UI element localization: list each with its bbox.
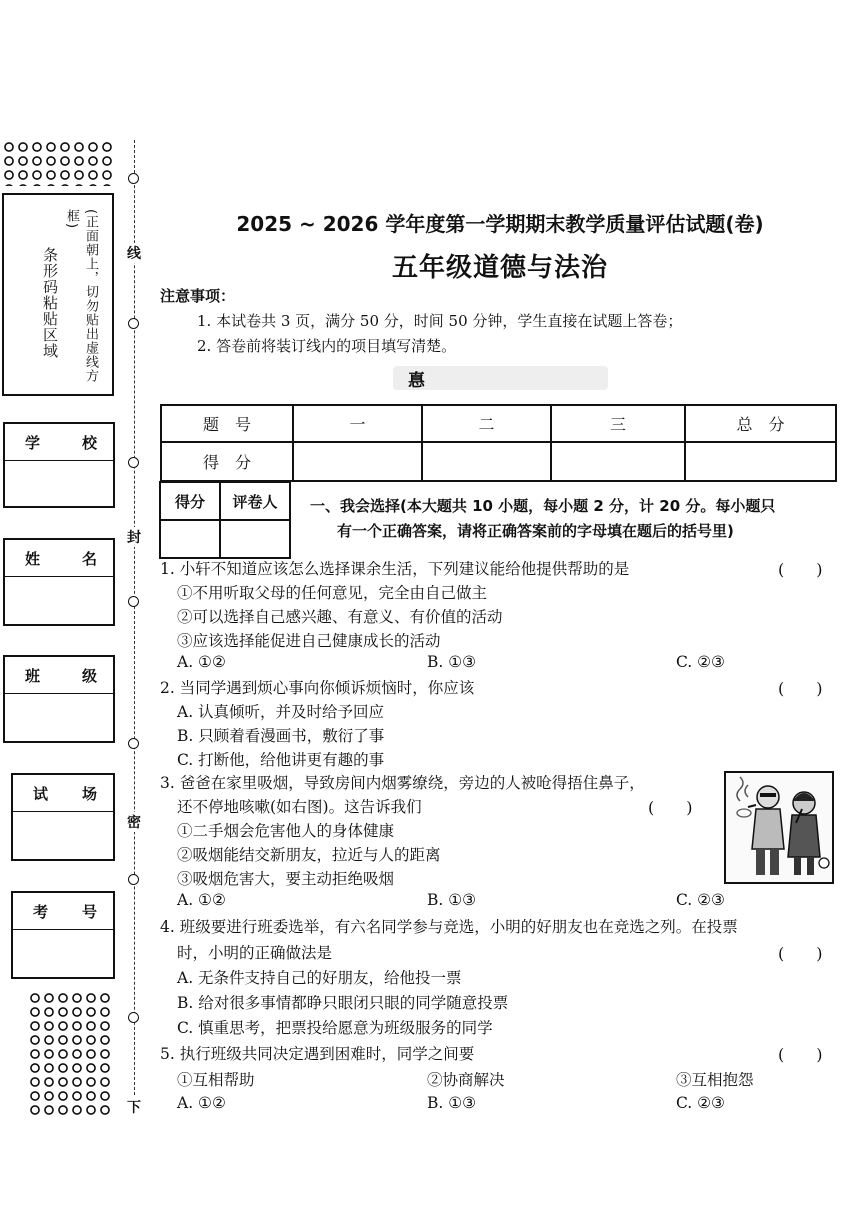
binding-char-xian: 线 xyxy=(125,243,143,263)
question-stem: 1. 小轩不知道应该怎么选择课余生活，下列建议能给他提供帮助的是 xyxy=(160,560,630,578)
binding-hole xyxy=(128,738,139,749)
smoking-cartoon-drawing xyxy=(726,773,832,882)
section-title: 一、我会选择(本大题共 10 小题，每小题 2 分，计 20 分。每小题只 有一个正确答案，请将正确答案前的字母填在题后的括号里) xyxy=(310,497,776,540)
choice-a[interactable]: A. ①② xyxy=(177,653,226,671)
question-stem: 5. 执行班级共同决定遇到困难时，同学之间要 xyxy=(160,1045,475,1063)
choice-b[interactable]: B. ①③ xyxy=(427,653,477,671)
binding-hole xyxy=(128,1012,139,1023)
question-item: ②协商解决 xyxy=(427,1071,505,1089)
smoking-cartoon-image xyxy=(724,771,834,884)
binding-char-feng: 封 xyxy=(125,527,143,547)
binding-line xyxy=(134,140,135,1115)
answer-bracket[interactable]: ( ) xyxy=(778,1045,823,1064)
answer-bracket[interactable]: ( ) xyxy=(778,679,823,698)
barcode-label: 条形码粘贴区域 xyxy=(41,247,59,359)
question-item: ②吸烟能结交新朋友，拉近与人的距离 xyxy=(177,846,441,864)
answer-bracket[interactable]: ( ) xyxy=(778,560,823,579)
stamp-mark xyxy=(393,366,608,390)
score-header-cell: 题 号 xyxy=(161,405,293,442)
question-stem: 3. 爸爸在家里吸烟，导致房间内烟雾缭绕，旁边的人被呛得捂住鼻子， xyxy=(160,774,645,792)
score-row-label: 得 分 xyxy=(161,442,293,481)
stamp-char: 惪 xyxy=(408,371,425,391)
question-item: ②可以选择自己感兴趣、有意义、有价值的活动 xyxy=(177,608,503,626)
choice-a[interactable]: A. 无条件支持自己的好朋友，给他投一票 xyxy=(177,969,462,987)
grader-table xyxy=(159,481,291,559)
score-cell[interactable] xyxy=(422,442,551,481)
barcode-hint: (正面朝上，切勿贴出虚线方框) xyxy=(64,209,98,384)
subject-title: 五年级道德与法治 xyxy=(391,253,608,283)
question-item: ③互相抱怨 xyxy=(676,1071,754,1089)
note-item: 2. 答卷前将装订线内的项目填写清楚。 xyxy=(197,337,457,355)
choice-c[interactable]: C. 慎重思考，把票投给愿意为班级服务的同学 xyxy=(177,1019,493,1037)
binding-hole xyxy=(128,874,139,885)
answer-bracket[interactable]: ( ) xyxy=(648,798,693,817)
grader-score-cell[interactable] xyxy=(160,520,220,558)
answer-bracket[interactable]: ( ) xyxy=(778,944,823,963)
class-field[interactable]: 班 级 xyxy=(3,655,115,743)
score-header-cell: 二 xyxy=(422,405,551,442)
choice-c[interactable]: C. ②③ xyxy=(676,1094,725,1112)
choice-a[interactable]: A. ①② xyxy=(177,1094,226,1112)
score-cell[interactable] xyxy=(293,442,422,481)
exam-number-field[interactable]: 考 号 xyxy=(11,891,115,979)
score-cell[interactable] xyxy=(685,442,836,481)
question-stem: 时，小明的正确做法是 xyxy=(177,944,333,962)
choice-a[interactable]: A. 认真倾听，并及时给予回应 xyxy=(177,703,385,721)
note-item: 1. 本试卷共 3 页，满分 50 分，时间 50 分钟，学生直接在试题上答卷； xyxy=(197,312,683,330)
binding-hole xyxy=(128,596,139,607)
binding-hole xyxy=(128,457,139,468)
question-item: ①二手烟会危害他人的身体健康 xyxy=(177,822,395,840)
binding-hole xyxy=(128,173,139,184)
grader-name-cell[interactable] xyxy=(220,520,290,558)
choice-b[interactable]: B. 给对很多事情都睁只眼闭只眼的同学随意投票 xyxy=(177,994,509,1012)
score-table xyxy=(160,404,837,482)
question-item: ③应该选择能促进自己健康成长的活动 xyxy=(177,632,441,650)
question-stem: 还不停地咳嗽(如右图)。这告诉我们 xyxy=(177,798,422,816)
exam-room-field[interactable]: 试 场 xyxy=(11,773,115,861)
binding-char-xia: 下 xyxy=(125,1097,143,1117)
choice-b[interactable]: B. ①③ xyxy=(427,1094,477,1112)
score-cell[interactable] xyxy=(551,442,685,481)
barcode-area xyxy=(2,193,114,396)
binding-char-mi: 密 xyxy=(125,812,143,832)
choice-a[interactable]: A. ①② xyxy=(177,891,226,909)
question-item: ③吸烟危害大，要主动拒绝吸烟 xyxy=(177,870,395,888)
choice-b[interactable]: B. 只顾着看漫画书，敷衍了事 xyxy=(177,727,385,745)
binding-hole xyxy=(128,318,139,329)
exam-title: 2025 ~ 2026 学年度第一学期期末教学质量评估试题(卷) xyxy=(236,212,764,236)
score-header-cell: 一 xyxy=(293,405,422,442)
dot-pattern-bottom xyxy=(28,991,114,1115)
school-field[interactable]: 学 校 xyxy=(3,422,115,508)
grader-name-label: 评卷人 xyxy=(220,482,290,520)
choice-c[interactable]: C. ②③ xyxy=(676,891,725,909)
score-header-cell: 总 分 xyxy=(685,405,836,442)
choice-c[interactable]: C. 打断他，给他讲更有趣的事 xyxy=(177,751,385,769)
question-item: ①互相帮助 xyxy=(177,1071,255,1089)
choice-b[interactable]: B. ①③ xyxy=(427,891,477,909)
notes-heading: 注意事项： xyxy=(160,287,236,305)
question-item: ①不用听取父母的任何意见，完全由自己做主 xyxy=(177,584,488,602)
question-stem: 2. 当同学遇到烦心事向你倾诉烦恼时，你应该 xyxy=(160,679,475,697)
dot-pattern-top xyxy=(2,140,114,186)
name-field[interactable]: 姓 名 xyxy=(3,538,115,626)
choice-c[interactable]: C. ②③ xyxy=(676,653,725,671)
grader-score-label: 得分 xyxy=(160,482,220,520)
question-stem: 4. 班级要进行班委选举，有六名同学参与竞选，小明的好朋友也在竞选之列。在投票 xyxy=(160,918,738,936)
score-header-cell: 三 xyxy=(551,405,685,442)
